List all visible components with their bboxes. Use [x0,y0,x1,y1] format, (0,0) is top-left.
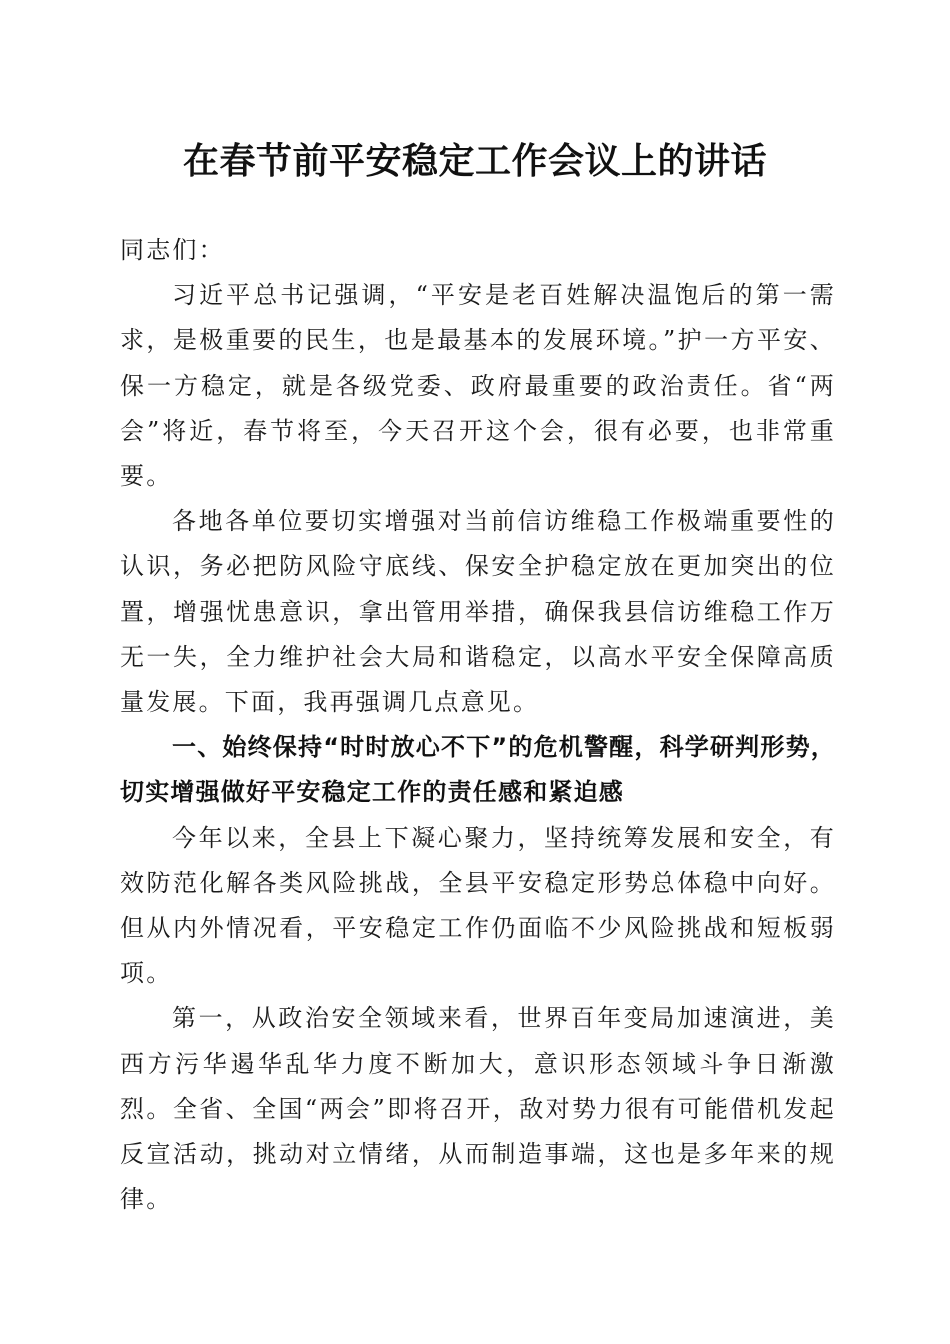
document-title: 在春节前平安稳定工作会议上的讲话 [182,140,767,182]
salutation: 同志们： [120,236,225,264]
section-paragraph-2: 第一，从政治安全领域来看，世界百年变局加速演进，美西方污华遏华乱华力度不断加大，意识形态领域斗争日渐激烈。全省、全国“两会”即将召开，敌对势力很有可能借机发起反宣活动，挑动对立情绪，从而制造事端，这也是多年来的规律。 [120,1004,836,1214]
section-paragraph-1: 今年以来，全县上下凝心聚力，坚持统筹发展和安全，有效防范化解各类风险挑战，全县平安稳定形势总体稳中向好。但从内外情况看，平安稳定工作仍面临不少风险挑战和短板弱项。 [120,823,836,988]
paragraph-2: 各地各单位要切实增强对当前信访维稳工作极端重要性的认识，务必把防风险守底线、保安全护稳定放在更加突出的位置，增强忧患意识，拿出管用举措，确保我县信访维稳工作万无一失，全力维护社会大局和谐稳定，以高水平安全保障高质量发展。下面，我再强调几点意见。 [120,507,836,717]
section-heading: 一、始终保持“时时放心不下”的危机警醒，科学研判形势，切实增强做好平安稳定工作的责任感和紧迫感 [120,733,836,807]
document-body [120,228,836,1222]
paragraph-1: 习近平总书记强调，“平安是老百姓解决温饱后的第一需求，是极重要的民生，也是最基本的发展环境。”护一方平安、保一方稳定，就是各级党委、政府最重要的政治责任。省“两会”将近，春节将至，今天召开这个会，很有必要，也非常重要。 [120,281,836,491]
